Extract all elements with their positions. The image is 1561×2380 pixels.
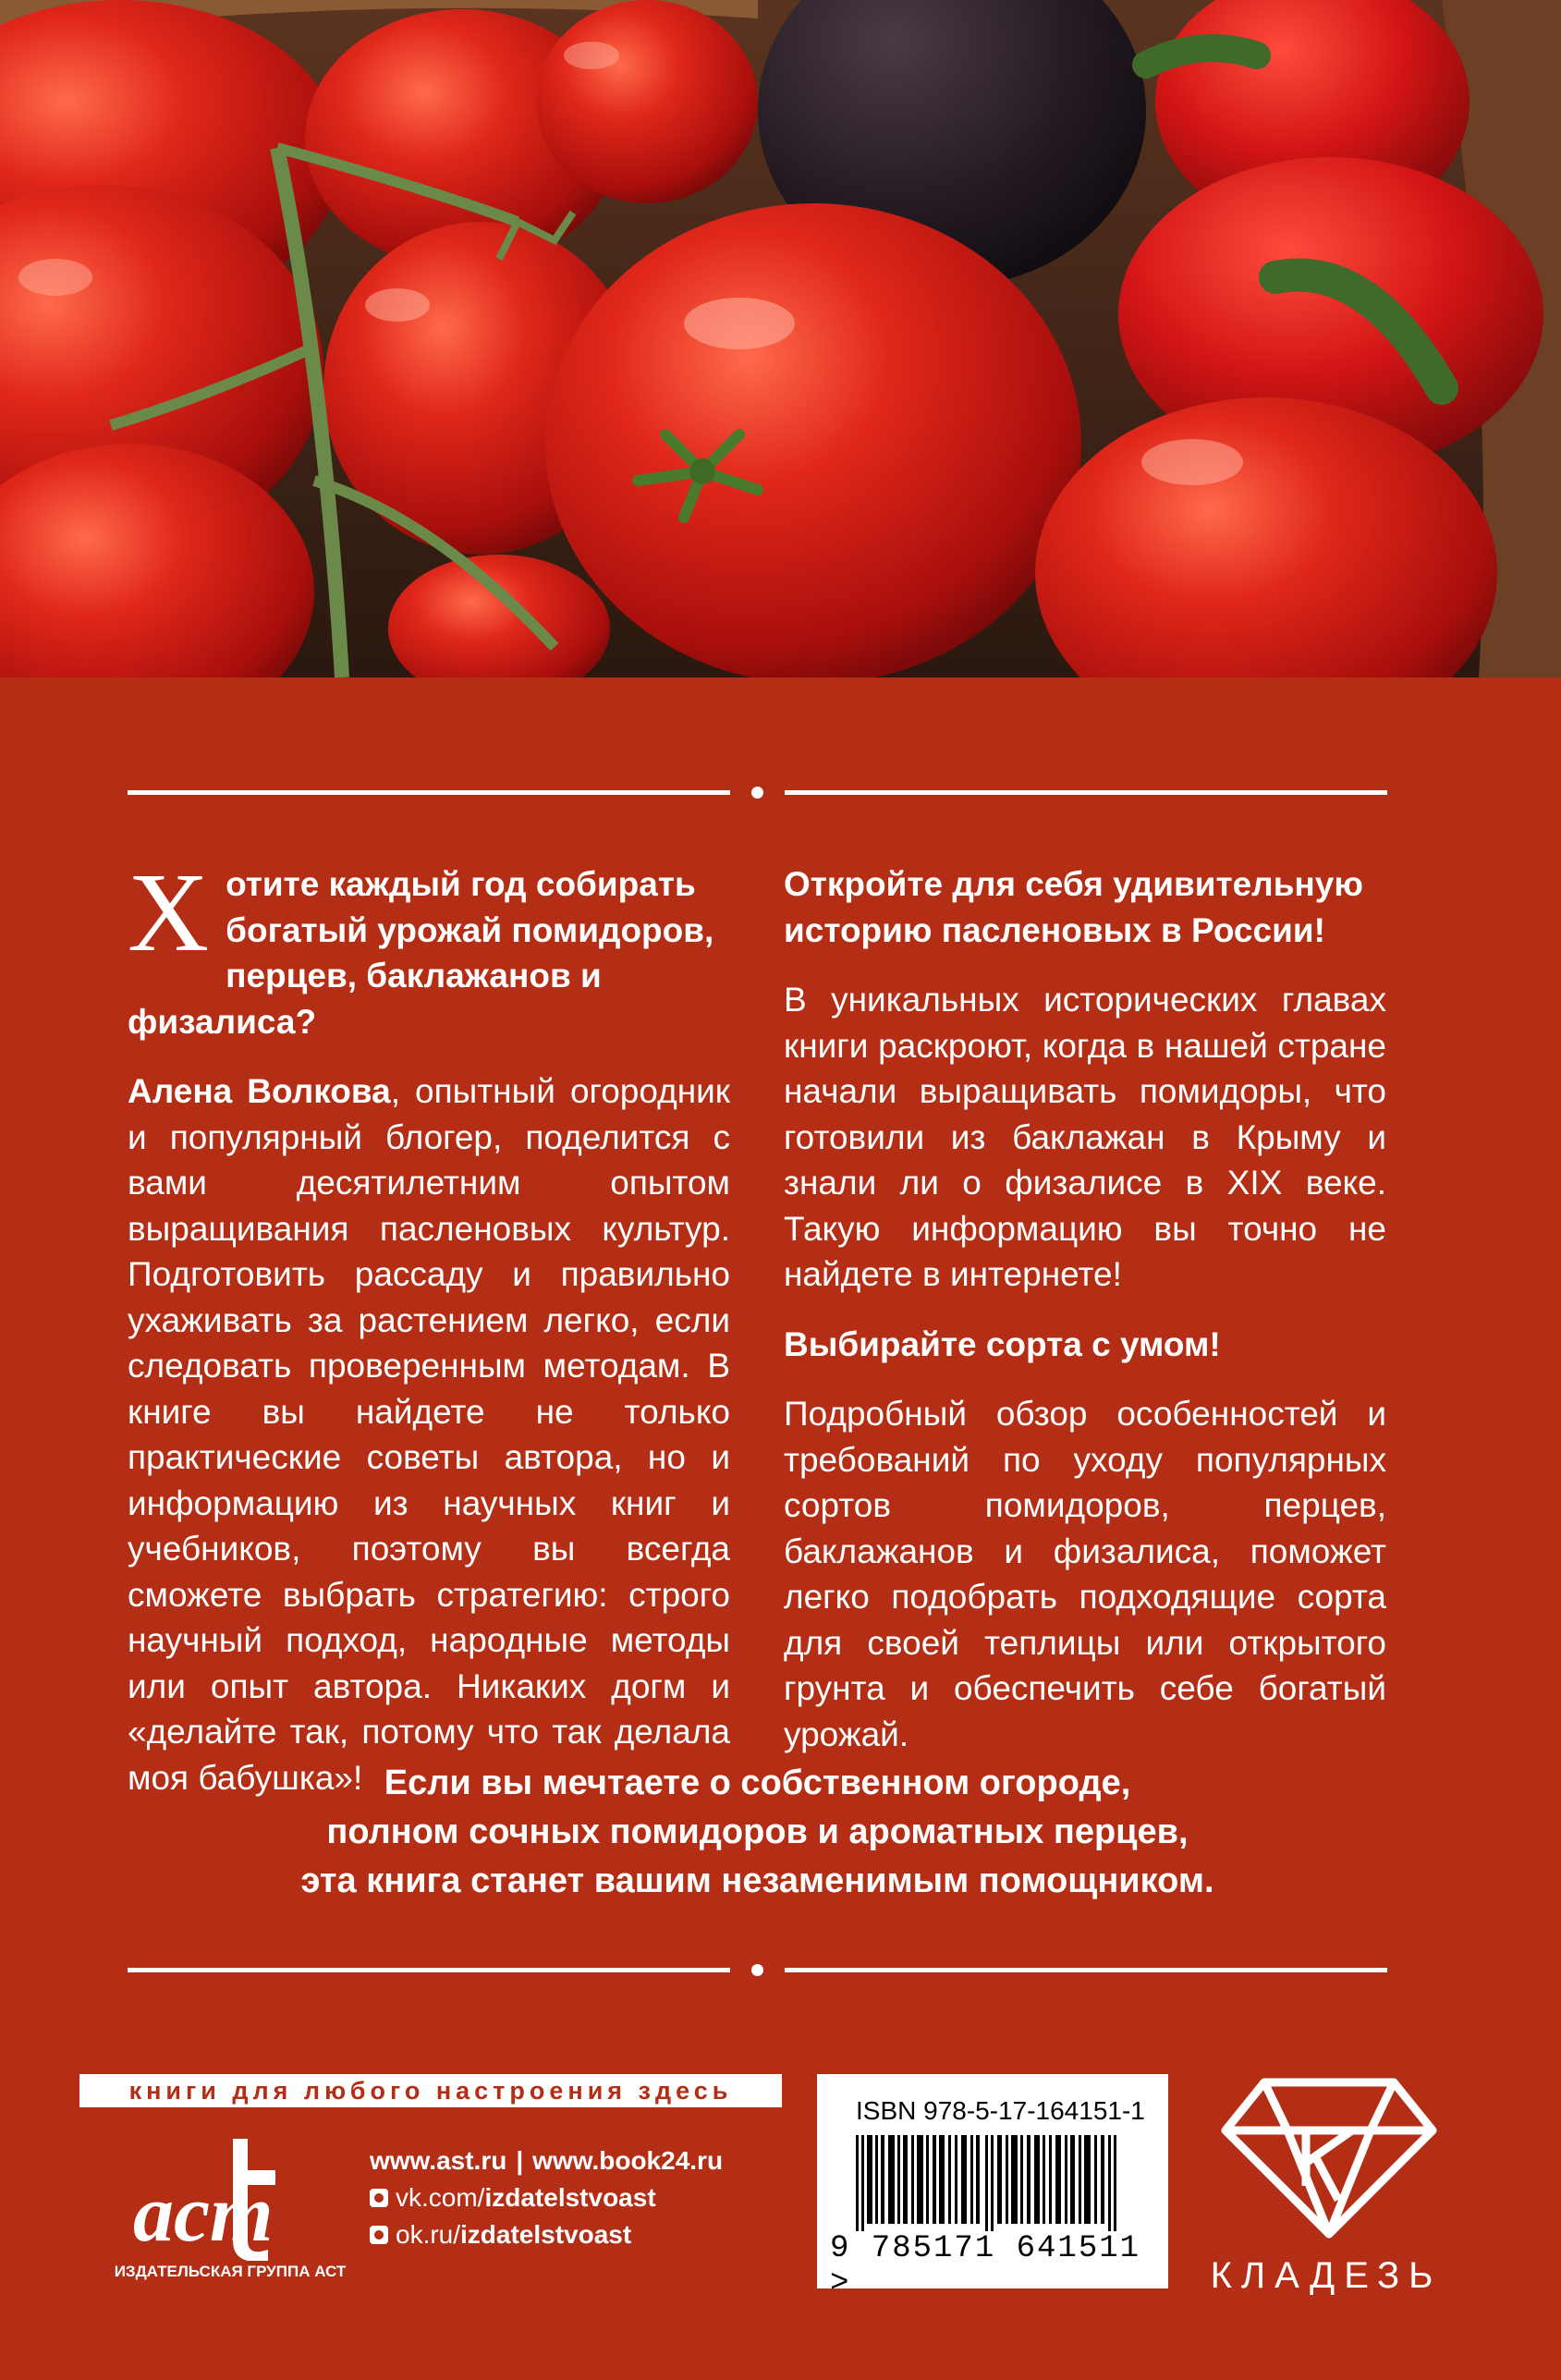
vk-prefix: vk.com/ bbox=[396, 2183, 485, 2212]
kladez-logo[interactable] bbox=[1218, 2075, 1440, 2246]
link-separator: | bbox=[516, 2146, 524, 2175]
ast-logo-mark bbox=[129, 2122, 314, 2261]
site-book24-link[interactable]: www.book24.ru bbox=[532, 2146, 724, 2175]
left-body-text: , опытный огородник и популярный блогер, поделится с вами десятилетним опытом выращивания пасленовых культур. Подготовить рассаду и правильно ухаживать за растением легко, если следовать проверенным методам. В книге вы найдете не только практические советы автора, но и информацию из научных книг и учебников, поэтому вы всегда сможете выбрать стратегию: строго научный подход, народные методы или опыт автора. Никаких догм и «делайте так, потому что так делала моя бабушка»! bbox=[128, 1072, 730, 1797]
ast-logo-text: аст bbox=[133, 2169, 274, 2259]
right-column bbox=[784, 861, 1386, 1757]
isbn-digits: 9 785171 641511 > bbox=[830, 2231, 1141, 2301]
right-heading-1: Откройте для себя удивительную историю пасленовых в России! bbox=[784, 865, 1363, 949]
site-ast-link[interactable]: www.ast.ru bbox=[370, 2146, 507, 2175]
closing-line-3: эта книга станет вашим незаменимым помощником. bbox=[300, 1861, 1214, 1900]
ast-logo[interactable] bbox=[129, 2122, 314, 2265]
left-lead-text: отите каждый год собирать богатый урожай помидоров, перцев, баклажанов и физалиса? bbox=[128, 865, 714, 1041]
right-paragraph-1: В уникальных исторических главах книги раскроют, когда в нашей стране начали выращивать помидоры, что готовили из баклажан в Крыму и знали ли о физалисе в XIX веке. Такую информацию вы точно не найдете в интернете! bbox=[784, 981, 1386, 1293]
bottom-divider bbox=[128, 1964, 1387, 1975]
closing-line-2: полном сочных помидоров и ароматных перцев, bbox=[326, 1812, 1189, 1851]
right-heading-2: Выбирайте сорта с умом! bbox=[784, 1324, 1221, 1363]
right-paragraph-2: Подробный обзор особенностей и требований по уходу популярных сортов помидоров, перцев, баклажанов и физалиса, поможет легко подобрать подходящие сорта для своей теплицы или открытого грунта и обеспечить себе богатый урожай. bbox=[784, 1395, 1386, 1753]
publisher-name: ИЗДАТЕЛЬСКАЯ ГРУППА АСТ bbox=[114, 2263, 347, 2280]
closing-line-1: Если вы мечтаете о собственном огороде, bbox=[384, 1764, 1131, 1802]
left-body bbox=[128, 1068, 730, 1800]
ok-row[interactable] bbox=[370, 2216, 723, 2253]
dropcap: Х bbox=[128, 850, 210, 975]
vegetables-illustration bbox=[0, 0, 1561, 677]
imprint-name: КЛАДЕЗЬ bbox=[1210, 2255, 1443, 2296]
slogan-banner: книги для любого настроения здесь bbox=[79, 2074, 782, 2107]
diamond-k-icon bbox=[1218, 2075, 1440, 2241]
publisher-links bbox=[370, 2142, 723, 2253]
barcode bbox=[856, 2135, 1133, 2231]
author-name: Алена Волкова bbox=[128, 1072, 391, 1110]
isbn-barcode-box bbox=[817, 2074, 1168, 2301]
websites-row bbox=[370, 2142, 723, 2179]
vk-row[interactable] bbox=[370, 2179, 723, 2216]
ok-handle: izdatelstvoast bbox=[460, 2220, 632, 2249]
top-divider bbox=[128, 787, 1387, 798]
vk-icon bbox=[370, 2189, 388, 2207]
ok-icon bbox=[370, 2226, 388, 2244]
vk-handle: izdatelstvoast bbox=[484, 2183, 656, 2212]
isbn-label: ISBN 978-5-17-164151-1 bbox=[856, 2096, 1145, 2125]
closing-statement bbox=[128, 1759, 1387, 1906]
ok-prefix: ok.ru/ bbox=[396, 2220, 461, 2249]
left-column bbox=[128, 850, 730, 1800]
cover-photo bbox=[0, 0, 1561, 677]
left-lead bbox=[128, 850, 730, 1044]
